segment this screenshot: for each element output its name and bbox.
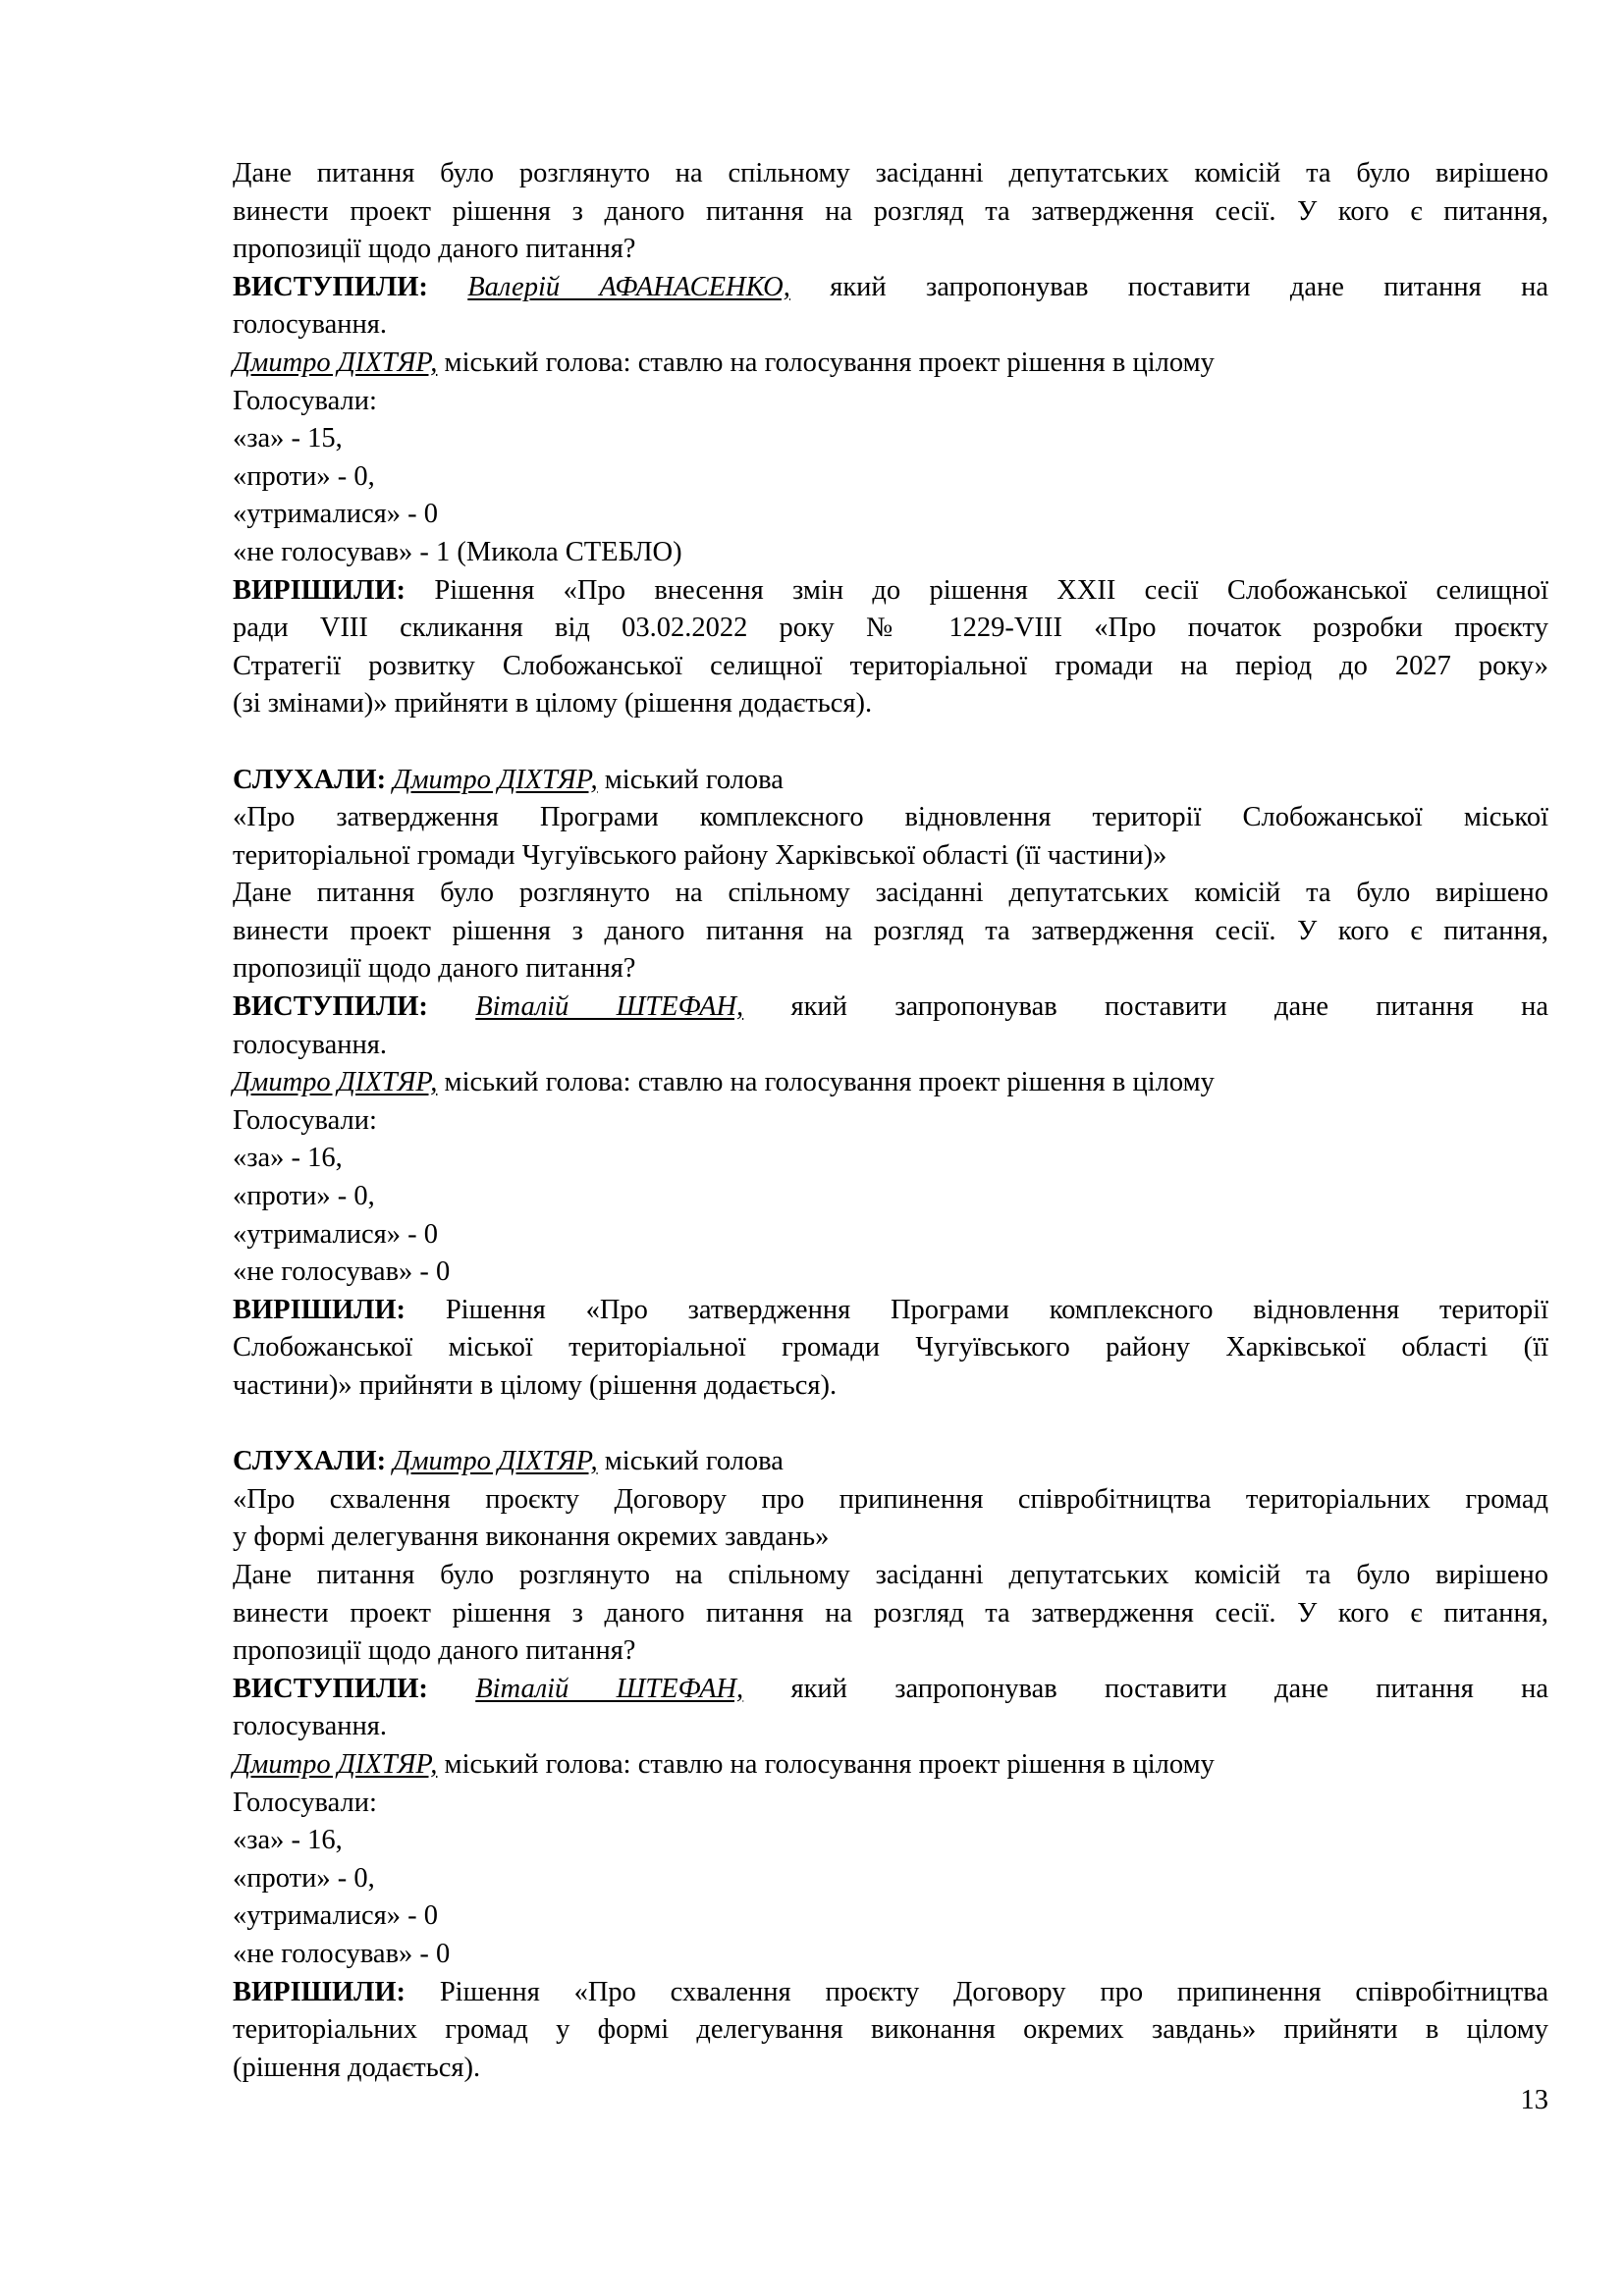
page-number: 13 [1520, 2085, 1548, 2115]
text-run: Слобожанської міської територіальної громади Чугуївського району Харківської області (її [233, 1332, 1548, 1363]
text-run [428, 1674, 475, 1704]
text-run: Дане питання було розглянуто на спільному засіданні депутатських комісій та було вирішено [233, 878, 1548, 909]
text-line [233, 1102, 1548, 1141]
text-run: голосування. [233, 309, 388, 341]
text-line [233, 1178, 1548, 1216]
text-line [233, 572, 1548, 611]
text-run: «не голосував» - 0 [233, 1256, 451, 1288]
text-line [233, 1292, 1548, 1330]
text-line [233, 1216, 1548, 1255]
section-label: СЛУХАЛИ: [233, 764, 387, 795]
text-line [233, 1140, 1548, 1178]
text-line [233, 420, 1548, 458]
agenda-section [233, 762, 1548, 1406]
agenda-section [233, 1443, 1548, 2087]
text-run: пропозиції щодо даного питання? [233, 953, 636, 985]
text-run: «утрималися» - 0 [233, 1900, 439, 1932]
text-line [233, 1632, 1548, 1671]
text-run: міський голова [597, 764, 784, 795]
text-line [233, 1595, 1548, 1633]
text-run: частини)» прийняти в цілому (рішення додається). [233, 1370, 838, 1401]
text-run: який запропонував поставити дане питання на [743, 991, 1549, 1023]
text-line [233, 875, 1548, 913]
text-line [233, 345, 1548, 383]
text-run [428, 272, 467, 302]
text-line [233, 1064, 1548, 1102]
text-run: (рішення додається). [233, 2052, 481, 2083]
text-line [233, 1671, 1548, 1709]
text-run: Голосували: [233, 385, 377, 416]
text-run: «утрималися» - 0 [233, 1218, 439, 1250]
text-line [233, 799, 1548, 837]
text-run: ради VIII скликання від 03.02.2022 року № 1229-VIII «Про початок розробки проєкту [233, 613, 1548, 644]
text-line [233, 1367, 1548, 1406]
text-line [233, 193, 1548, 232]
speaker-name: Дмитро ДІХТЯР, [393, 1446, 598, 1477]
text-run: винести проект рішення з даного питання на розгляд та затвердження сесії. У кого є питання, [233, 195, 1548, 227]
text-run: Дане питання було розглянуто на спільному засіданні депутатських комісій та було вирішено [233, 158, 1548, 188]
text-line [233, 1329, 1548, 1367]
text-line [233, 648, 1548, 686]
text-run: «не голосував» - 0 [233, 1938, 451, 1969]
text-run: Дане питання було розглянуто на спільному засіданні депутатських комісій та було вирішено [233, 1559, 1548, 1590]
text-run: «проти» - 0, [233, 1862, 375, 1894]
section-gap [233, 723, 1548, 762]
text-run: пропозиції щодо даного питання? [233, 234, 636, 265]
text-run: Голосували: [233, 1787, 377, 1818]
text-run: міський голова: ставлю на голосування проект рішення в цілому [437, 1067, 1215, 1098]
text-run: Рішення «Про схвалення проєкту Договору про припинення співробітництва [406, 1976, 1548, 2007]
text-line [233, 1860, 1548, 1898]
text-run: «Про схвалення проєкту Договору про припинення співробітництва територіальних громад [233, 1483, 1548, 1515]
section-gap [233, 1406, 1548, 1444]
text-run: у формі делегування виконання окремих завдань» [233, 1522, 830, 1553]
text-run: винести проект рішення з даного питання на розгляд та затвердження сесії. У кого є питання, [233, 1597, 1548, 1629]
text-line [233, 685, 1548, 723]
section-label: ВИРІШИЛИ: [233, 1294, 406, 1325]
speaker-name: Віталій ШТЕФАН, [475, 1673, 744, 1704]
text-run: «проти» - 0, [233, 460, 375, 492]
text-run: який запропонував поставити дане питання на [743, 1673, 1549, 1704]
document-page [233, 155, 1548, 2087]
agenda-section [233, 155, 1548, 723]
text-line [233, 837, 1548, 876]
text-line [233, 1822, 1548, 1860]
text-run: Стратегії розвитку Слобожанської селищної територіальної громади на період до 2027 року» [233, 650, 1548, 681]
speaker-name: Дмитро ДІХТЯР, [393, 764, 598, 795]
text-run: (зі змінами)» прийняти в цілому (рішення додається). [233, 688, 873, 720]
text-run: «за» - 15, [233, 423, 343, 454]
speaker-name: Дмитро ДІХТЯР, [233, 1067, 438, 1098]
text-line [233, 1519, 1548, 1557]
text-line [233, 306, 1548, 345]
text-run [428, 991, 475, 1022]
text-run: Рішення «Про внесення змін до рішення XXІІ сесії Слобожанської селищної [406, 574, 1548, 606]
text-line [233, 950, 1548, 988]
text-line [233, 1785, 1548, 1823]
text-run: голосування. [233, 1711, 388, 1742]
text-line [233, 155, 1548, 193]
text-run: Голосували: [233, 1104, 377, 1136]
text-line [233, 269, 1548, 307]
speaker-name: Дмитро ДІХТЯР, [233, 347, 438, 378]
text-run: територіальних громад у формі делегування виконання окремих завдань» прийняти в цілому [233, 2014, 1548, 2046]
text-run: пропозиції щодо даного питання? [233, 1635, 636, 1667]
text-run: «утрималися» - 0 [233, 499, 439, 530]
text-line [233, 610, 1548, 648]
section-label: ВИСТУПИЛИ: [233, 1673, 428, 1704]
text-run: територіальної громади Чугуївського району Харківської області (її частини)» [233, 839, 1167, 871]
text-line [233, 1936, 1548, 1974]
speaker-name: Дмитро ДІХТЯР, [233, 1748, 438, 1780]
text-line [233, 534, 1548, 572]
text-line [233, 1027, 1548, 1065]
text-run: «за» - 16, [233, 1143, 343, 1174]
text-run: міський голова [597, 1446, 784, 1477]
text-run: винести проект рішення з даного питання на розгляд та затвердження сесії. У кого є питання, [233, 915, 1548, 946]
text-line [233, 1254, 1548, 1292]
text-line [233, 383, 1548, 421]
text-run: «не голосував» - 1 (Микола СТЕБЛО) [233, 536, 682, 567]
section-label: ВИСТУПИЛИ: [233, 991, 428, 1023]
text-run: який запропонував поставити дане питання на [789, 271, 1549, 302]
text-run: «проти» - 0, [233, 1181, 375, 1212]
speaker-name: Валерій АФАНАСЕНКО, [467, 271, 790, 302]
text-line [233, 2050, 1548, 2088]
text-line [233, 1443, 1548, 1481]
section-label: СЛУХАЛИ: [233, 1446, 387, 1477]
text-line [233, 913, 1548, 951]
text-run: Рішення «Про затвердження Програми комплексного відновлення території [406, 1294, 1548, 1325]
text-line [233, 1557, 1548, 1595]
text-line [233, 1708, 1548, 1746]
text-line [233, 496, 1548, 534]
speaker-name: Віталій ШТЕФАН, [475, 991, 744, 1023]
text-line [233, 231, 1548, 269]
text-line [233, 762, 1548, 800]
text-run: міський голова: ставлю на голосування проект рішення в цілому [437, 1748, 1215, 1780]
section-label: ВИСТУПИЛИ: [233, 271, 428, 302]
text-run: міський голова: ставлю на голосування проект рішення в цілому [437, 347, 1215, 378]
text-line [233, 458, 1548, 497]
text-line [233, 1974, 1548, 2012]
text-line [233, 988, 1548, 1027]
text-run: «за» - 16, [233, 1825, 343, 1856]
text-line [233, 1481, 1548, 1520]
section-label: ВИРІШИЛИ: [233, 1976, 406, 2007]
text-run: голосування. [233, 1029, 388, 1060]
text-line [233, 1746, 1548, 1785]
text-line [233, 2011, 1548, 2050]
text-line [233, 1897, 1548, 1936]
section-label: ВИРІШИЛИ: [233, 574, 406, 606]
text-run: «Про затвердження Програми комплексного відновлення території Слобожанської міської [233, 802, 1548, 833]
